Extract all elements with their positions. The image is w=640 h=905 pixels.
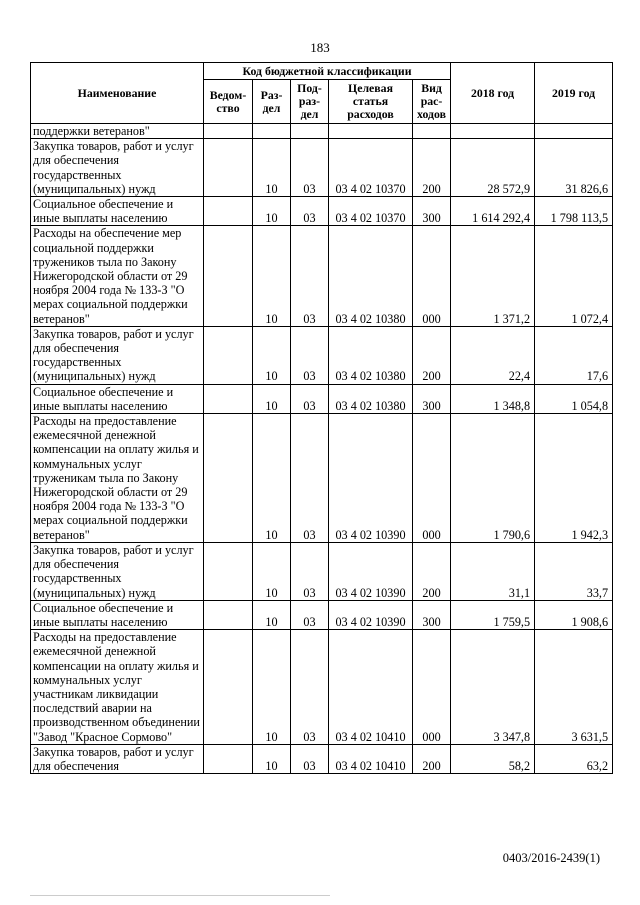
table-cell-target: 03 4 02 10370 (329, 197, 413, 226)
table-cell-name: Социальное обеспечение и иные выплаты населению (31, 197, 204, 226)
table-cell-podrazdel: 03 (291, 744, 329, 773)
budget-table (30, 62, 613, 774)
table-cell-2018: 1 371,2 (451, 226, 535, 326)
header-2019: 2019 год (535, 63, 613, 124)
table-cell-2018: 3 347,8 (451, 630, 535, 745)
table-cell-name: Расходы на предоставление ежемесячной денежной компенсации на оплату жилья и коммунальных услуг участникам ликвидации последствий аварии на производственном объединении "Завод "Красное Сормово" (31, 630, 204, 745)
table-cell-2019: 1 798 113,5 (535, 197, 613, 226)
table-cell-2018: 28 572,9 (451, 139, 535, 197)
table-cell-vedomstvo (204, 226, 253, 326)
table-cell-2019: 1 908,6 (535, 600, 613, 629)
table-cell-name: Социальное обеспечение и иные выплаты населению (31, 600, 204, 629)
table-row (31, 744, 613, 773)
table-cell-razdel: 10 (253, 326, 291, 384)
table-cell-vid: 300 (413, 384, 451, 413)
table-cell-2018: 58,2 (451, 744, 535, 773)
table-cell-podrazdel: 03 (291, 384, 329, 413)
table-cell-vedomstvo (204, 600, 253, 629)
header-razdel: Раз-дел (253, 80, 291, 124)
scan-artifact-line (30, 895, 330, 896)
table-cell-vid: 000 (413, 414, 451, 543)
header-target: Целевая статья расходов (329, 80, 413, 124)
table-cell-vedomstvo (204, 139, 253, 197)
table-cell-2019: 63,2 (535, 744, 613, 773)
header-vid: Вид рас-ходов (413, 80, 451, 124)
table-cell-vid: 000 (413, 226, 451, 326)
header-name: Наименование (31, 63, 204, 124)
table-cell-name: Социальное обеспечение и иные выплаты населению (31, 384, 204, 413)
table-cell-2018: 1 790,6 (451, 414, 535, 543)
table-cell-target (329, 124, 413, 139)
table-cell-razdel: 10 (253, 384, 291, 413)
table-row (31, 139, 613, 197)
table-cell-razdel: 10 (253, 414, 291, 543)
table-cell-target: 03 4 02 10380 (329, 326, 413, 384)
table-cell-target: 03 4 02 10390 (329, 542, 413, 600)
header-podrazdel: Под-раз-дел (291, 80, 329, 124)
table-cell-vid: 200 (413, 326, 451, 384)
table-cell-razdel (253, 124, 291, 139)
table-cell-target: 03 4 02 10410 (329, 630, 413, 745)
table-cell-podrazdel: 03 (291, 139, 329, 197)
table-cell-target: 03 4 02 10390 (329, 414, 413, 543)
table-row (31, 414, 613, 543)
table-row (31, 124, 613, 139)
table-cell-2019: 1 072,4 (535, 226, 613, 326)
table-cell-razdel: 10 (253, 744, 291, 773)
table-cell-name: Расходы на обеспечение мер социальной поддержки тружеников тыла по Закону Нижегородской области от 29 ноября 2004 года № 133-З "О мерах социальной поддержки ветеранов" (31, 226, 204, 326)
table-cell-podrazdel: 03 (291, 197, 329, 226)
table-cell-razdel: 10 (253, 226, 291, 326)
table-cell-vedomstvo (204, 124, 253, 139)
table-cell-name: Расходы на предоставление ежемесячной денежной компенсации на оплату жилья и коммунальных услуг труженикам тыла по Закону Нижегородской области от 29 ноября 2004 года № 133-З "О мерах социальной поддержки ветеранов" (31, 414, 204, 543)
table-cell-vedomstvo (204, 630, 253, 745)
table-row (31, 197, 613, 226)
table-row (31, 542, 613, 600)
document-code: 0403/2016-2439(1) (502, 851, 600, 865)
table-row (31, 384, 613, 413)
page-number: 183 (310, 40, 330, 55)
table-cell-vedomstvo (204, 384, 253, 413)
table-cell-target: 03 4 02 10380 (329, 226, 413, 326)
header-2018: 2018 год (451, 63, 535, 124)
table-cell-vid: 200 (413, 744, 451, 773)
table-row (31, 630, 613, 745)
table-cell-name: Закупка товаров, работ и услуг для обеспечения государственных (муниципальных) нужд (31, 542, 204, 600)
table-cell-razdel: 10 (253, 630, 291, 745)
table-cell-podrazdel: 03 (291, 326, 329, 384)
table-cell-razdel: 10 (253, 197, 291, 226)
table-cell-2019: 3 631,5 (535, 630, 613, 745)
table-cell-name: Закупка товаров, работ и услуг для обеспечения государственных (муниципальных) нужд (31, 139, 204, 197)
table-cell-vid: 200 (413, 139, 451, 197)
table-cell-2018: 31,1 (451, 542, 535, 600)
table-cell-vid: 300 (413, 600, 451, 629)
table-cell-vedomstvo (204, 326, 253, 384)
table-cell-podrazdel: 03 (291, 542, 329, 600)
header-budget-code-group: Код бюджетной классификации (204, 63, 451, 80)
table-cell-target: 03 4 02 10410 (329, 744, 413, 773)
table-cell-2018 (451, 124, 535, 139)
table-cell-vedomstvo (204, 744, 253, 773)
table-cell-podrazdel: 03 (291, 414, 329, 543)
table-cell-podrazdel: 03 (291, 630, 329, 745)
table-cell-2019: 33,7 (535, 542, 613, 600)
table-cell-razdel: 10 (253, 600, 291, 629)
table-cell-2019: 17,6 (535, 326, 613, 384)
table-cell-vid (413, 124, 451, 139)
table-cell-vid: 300 (413, 197, 451, 226)
table-row (31, 600, 613, 629)
table-cell-podrazdel (291, 124, 329, 139)
table-cell-vid: 000 (413, 630, 451, 745)
table-cell-vedomstvo (204, 414, 253, 543)
table-cell-razdel: 10 (253, 139, 291, 197)
table-cell-2019: 31 826,6 (535, 139, 613, 197)
table-cell-target: 03 4 02 10390 (329, 600, 413, 629)
table-cell-vedomstvo (204, 197, 253, 226)
table-cell-name: Закупка товаров, работ и услуг для обеспечения государственных (муниципальных) нужд (31, 326, 204, 384)
table-cell-vid: 200 (413, 542, 451, 600)
table-row (31, 326, 613, 384)
table-cell-2018: 1 348,8 (451, 384, 535, 413)
table-row (31, 226, 613, 326)
table-cell-2019 (535, 124, 613, 139)
header-vedomstvo: Ведом-ство (204, 80, 253, 124)
table-cell-name: поддержки ветеранов" (31, 124, 204, 139)
table-cell-2018: 1 614 292,4 (451, 197, 535, 226)
table-cell-podrazdel: 03 (291, 600, 329, 629)
table-cell-podrazdel: 03 (291, 226, 329, 326)
table-cell-2018: 1 759,5 (451, 600, 535, 629)
table-cell-target: 03 4 02 10380 (329, 384, 413, 413)
table-cell-target: 03 4 02 10370 (329, 139, 413, 197)
table-cell-2019: 1 054,8 (535, 384, 613, 413)
table-cell-name: Закупка товаров, работ и услуг для обеспечения (31, 744, 204, 773)
table-cell-2018: 22,4 (451, 326, 535, 384)
table-cell-razdel: 10 (253, 542, 291, 600)
table-cell-vedomstvo (204, 542, 253, 600)
table-cell-2019: 1 942,3 (535, 414, 613, 543)
